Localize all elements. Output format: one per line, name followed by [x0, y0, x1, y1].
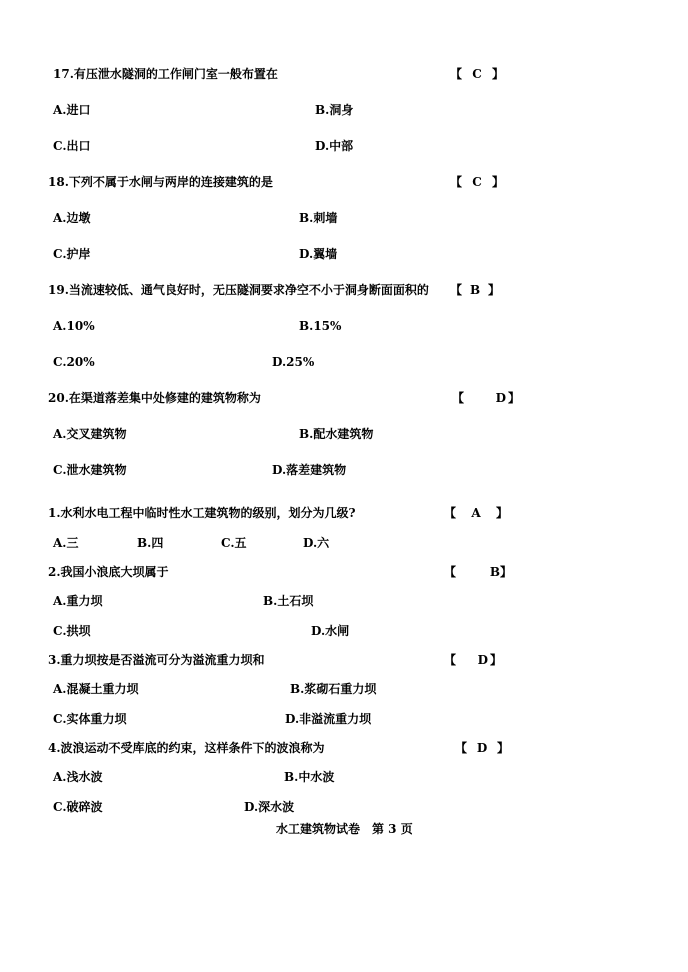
- option: B.四: [137, 536, 164, 550]
- option: D.落差建筑物: [272, 463, 347, 477]
- bracket-close: 】: [492, 67, 505, 81]
- bracket-close: 】: [500, 565, 513, 579]
- option: A.10%: [53, 319, 95, 333]
- answer-bracket: [450, 67, 504, 81]
- option: B.刺墙: [299, 211, 338, 225]
- bracket-close: 】: [490, 653, 503, 667]
- option: A.浅水波: [53, 770, 103, 784]
- answer-bracket: [444, 653, 502, 667]
- option: B.中水波: [284, 770, 335, 784]
- option: A.进口: [53, 103, 91, 117]
- bracket-close: 】: [497, 741, 510, 755]
- bracket-open: 【: [452, 391, 465, 405]
- option: A.重力坝: [53, 594, 103, 608]
- option: D.中部: [315, 139, 354, 153]
- option: C.拱坝: [53, 624, 91, 638]
- question-stem: 18.下列不属于水闸与两岸的连接建筑的是: [48, 175, 273, 189]
- bracket-open: 【: [444, 653, 457, 667]
- option: B.洞身: [315, 103, 354, 117]
- answer-value: B: [489, 565, 501, 579]
- option: B.15%: [299, 319, 342, 333]
- question-stem: 3.重力坝按是否溢流可分为溢流重力坝和: [48, 653, 265, 667]
- option: C.出口: [53, 139, 91, 153]
- option: C.护岸: [53, 247, 91, 261]
- answer-value: C: [472, 175, 482, 189]
- bracket-open: 【: [444, 506, 457, 520]
- question-stem: 20.在渠道落差集中处修建的建筑物称为: [48, 391, 261, 405]
- option: A.三: [53, 536, 79, 550]
- option: D.非溢流重力坝: [285, 712, 372, 726]
- option: D.六: [303, 536, 330, 550]
- option: D.25%: [272, 355, 315, 369]
- answer-bracket: [455, 741, 509, 755]
- answer-bracket: [450, 175, 504, 189]
- question-stem: 1.水利水电工程中临时性水工建筑物的级别，划分为几级?: [48, 506, 356, 520]
- bracket-open: 【: [450, 175, 463, 189]
- bracket-close: 】: [508, 391, 521, 405]
- question-stem: 17.有压泄水隧洞的工作闸门室一般布置在: [53, 67, 278, 81]
- answer-bracket: [450, 283, 500, 297]
- question-stem: 4.波浪运动不受库底的约束，这样条件下的波浪称为: [48, 741, 325, 755]
- bracket-open: 【: [450, 283, 463, 297]
- answer-bracket: [444, 565, 512, 579]
- option: B.土石坝: [263, 594, 314, 608]
- bracket-open: 【: [455, 741, 468, 755]
- bracket-close: 】: [488, 283, 501, 297]
- option: D.水闸: [311, 624, 350, 638]
- option: C.五: [221, 536, 247, 550]
- option: D.翼墙: [299, 247, 338, 261]
- bracket-close: 】: [492, 175, 505, 189]
- bracket-open: 【: [444, 565, 457, 579]
- option: A.交叉建筑物: [53, 427, 127, 441]
- bracket-open: 【: [450, 67, 463, 81]
- question-stem: 19.当流速较低、通气良好时，无压隧洞要求净空不小于洞身断面面积的: [48, 283, 429, 297]
- answer-value: B: [469, 283, 481, 297]
- option: C.泄水建筑物: [53, 463, 127, 477]
- option: D.深水波: [244, 800, 295, 814]
- option: C.实体重力坝: [53, 712, 127, 726]
- answer-value: D: [476, 741, 488, 755]
- option: B.浆砌石重力坝: [290, 682, 377, 696]
- answer-bracket: [452, 391, 520, 405]
- option: A.边墩: [53, 211, 91, 225]
- answer-value: D: [495, 391, 507, 405]
- option: C.20%: [53, 355, 95, 369]
- answer-bracket: [444, 506, 508, 520]
- page-footer: 水工建筑物试卷 第 3 页: [276, 822, 413, 836]
- answer-value: A: [471, 506, 481, 520]
- answer-value: C: [472, 67, 482, 81]
- question-stem: 2.我国小浪底大坝属于: [48, 565, 169, 579]
- option: A.混凝土重力坝: [53, 682, 139, 696]
- option: B.配水建筑物: [299, 427, 374, 441]
- bracket-close: 】: [496, 506, 509, 520]
- option: C.破碎波: [53, 800, 103, 814]
- answer-value: D: [477, 653, 489, 667]
